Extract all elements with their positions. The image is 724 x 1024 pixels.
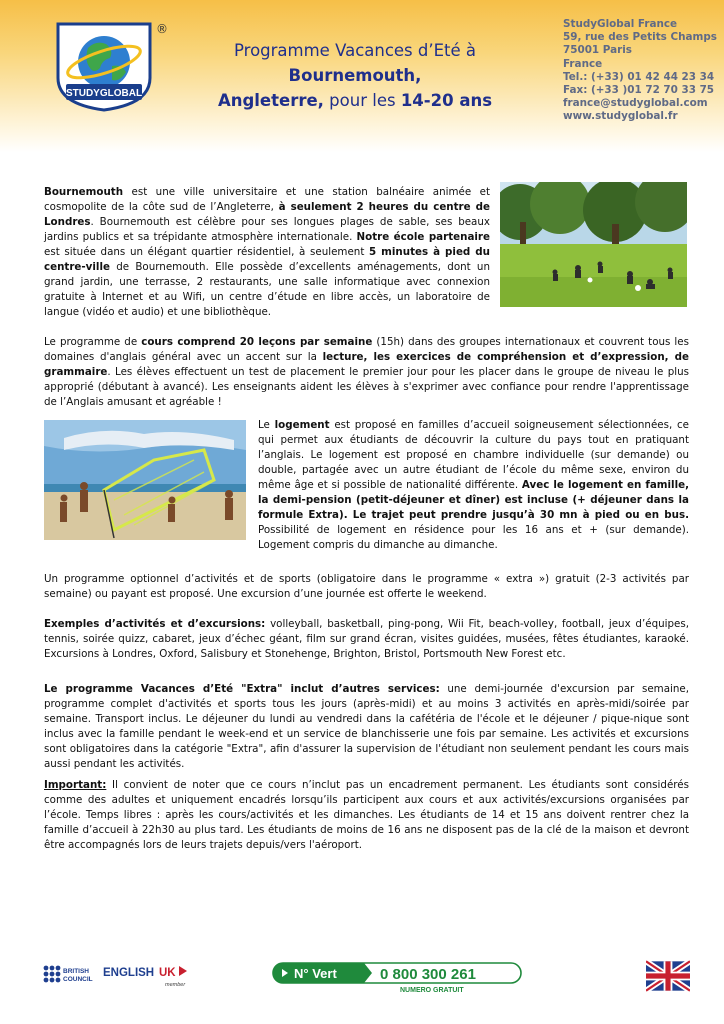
intro-text-1: est une ville universitaire et une station balnéaire animée et cosmopolite de la côte sud de l’Angleterre, [44,186,490,213]
contact-street: 59, rue des Petits Champs [563,31,717,44]
english-uk-suffix: UK [159,967,176,979]
intro-city: Bournemouth [44,186,124,198]
important-heading: Important: [44,779,107,791]
contact-web[interactable]: www.studyglobal.fr [563,110,678,123]
examples-text: volleyball, basketball, ping-pong, Wii Fit, beach-volley, football, jeux d’équipes, tennis, soirée quizz, cabaret, jeux d’échec géant, film sur grand écran, visites guidées, musées, fêtes étudiantes, karaoké. Excursions à Londres, Oxford, Salisbury et Stonehenge, Brighton, Bristol, Portsmouth New Forest etc. [44,618,689,660]
course-paragraph [44,335,689,410]
housing-text-2: est proposé en familles d’accueil soigneusement sélectionnées, ce qui permet aux étudiants de découvrir la culture du pays tout en pratiquant l’anglais. Le logement est proposé en chambre individuelle (sur demande) ou double, partagée avec un autre étudiant de l’école du même sexe, environ du même âge et si possible de nationalité différente. [258,419,689,491]
activities-examples-paragraph [44,617,689,662]
numero-vert-label: N° Vert [294,966,337,981]
course-bold-skills: lecture, les exercices de compréhension et d’expression, de grammaire [44,351,689,378]
page-title [165,38,545,113]
numero-vert-number: 0 800 300 261 [380,966,476,983]
intro-bold-london: à seulement 2 heures du centre de Londres [44,201,490,228]
title-city: Bournemouth, [288,66,422,85]
extra-text: une demi-journée d'excursion par semaine, programme complet d'activités et sports tous les jours (après-midi) et au moins 3 activités en après-midi/soirée par semaine. Transport inclus. Le déjeuner du lundi au vendredi dans la cafétéria de l'école et le déjeuner / pique-nique sont inclus avec la famille pendant le week-end et un service de blanchisserie une fois par semaine. Les activités et excursions sont obligatoires dans la catégorie "Extra", afin d'assurer la supervision de l'étudiant non seulement pendant les cours mais aussi pendant les activités. [44,683,689,770]
numero-vert-banner[interactable] [272,962,522,994]
housing-bold-logement: logement [274,419,330,431]
studyglobal-logo [44,20,164,112]
important-paragraph [44,778,689,853]
extra-services-paragraph [44,682,689,772]
examples-heading: Exemples d’activités et d’excursions: [44,618,266,630]
title-age: 14-20 ans [400,91,493,110]
intro-paragraph [44,185,490,320]
housing-text-1: Le [258,419,275,431]
housing-paragraph [258,418,689,553]
title-line2-normal: pour les [323,91,401,110]
contact-tel: Tel.: (+33) 01 42 44 23 34 [563,70,715,83]
contact-email[interactable]: france@studyglobal.com [563,97,708,110]
intro-text-2: . Bournemouth est célèbre pour ses longues plages de sable, ses beaux jardins publics et sa trépidante atmosphère internationale. [44,216,490,243]
important-text: Il convient de noter que ce cours n’inclut pas un encadrement permanent. Les étudiants sont considérés comme des adultes et uniquement encadrés lorsqu’ils participent aux cours et aux activités/excursions organisées par l’école. Temps libres : après les cours/activités et les dimanches. Les étudiants de 14 et 15 ans doivent rentrer chez la famille d’accueil à 22h30 au plus tard. Les étudiants de moins de 16 ans ne disposent pas de la clé de la maison et devront être accompagnés lors de leurs trajets depuis/vers l'aéroport. [44,779,689,851]
uk-flag-icon [646,960,690,992]
contact-name: StudyGlobal France [563,18,678,30]
english-uk-text: ENGLISH [103,967,155,979]
contact-block [563,18,717,124]
intro-text-4: de Bournemouth. Elle possède d’excellents aménagements, dont un grand jardin, une terrasse, 2 restaurants, une salle informatique avec connexion gratuite à Internet et au Wifi, un centre d’étude en libre accès, un laboratoire de langue (vidéo et audio) et une bibliothèque. [44,261,490,318]
course-bold-lessons: cours comprend 20 leçons par semaine [141,336,373,348]
title-line1-normal: Programme Vacances d’Eté à [233,41,477,60]
extra-heading: Le programme Vacances d’Eté "Extra" inclut d’autres services: [44,683,440,695]
course-text-3: . Les élèves effectuent un test de placement le premier jour pour les placer dans le groupe de niveau le plus approprié (débutant à avancé). Les enseignants aident les élèves à s'exprimer avec confiance pour rendre l'apprentissage de l’Anglais amusant et agréable ! [44,366,689,408]
english-uk-member: member [165,982,186,988]
british-council-line2: COUNCIL [63,976,93,983]
title-country: Angleterre, [217,91,324,110]
logo-text: STUDYGLOBAL [65,88,143,99]
numero-gratuit-text: NUMERO GRATUIT [400,987,464,994]
british-council-logo [42,963,98,989]
park-photo [500,182,687,307]
contact-city: 75001 Paris [563,44,632,57]
british-council-line1: BRITISH [63,968,89,975]
housing-text-3: Possibilité de logement en résidence pour les 16 ans et + (sur demande). Logement compris du dimanche au dimanche. [258,524,689,551]
beach-volley-photo [44,420,246,540]
intro-bold-walk: 5 minutes à pied du centre-ville [44,246,490,273]
intro-text-3: est située dans un élégant quartier résidentiel, à seulement [44,246,370,258]
intro-bold-school: Notre école partenaire [356,231,490,243]
english-uk-logo [103,962,193,990]
course-text-1: Le programme de [44,336,142,348]
registered-mark: ® [156,22,168,36]
housing-bold-family: Avec le logement en famille, la demi-pension (petit-déjeuner et dîner) est incluse (+ déjeuner dans la formule Extra). Le trajet peut prendre jusqu’à 30 mn à pied ou en bus. [258,479,689,521]
activities-intro-paragraph: Un programme optionnel d’activités et de sports (obligatoire dans le programme « extra ») gratuit (2-3 activités par semaine) ou payant est proposé. Une excursion d’une journée est offerte le weekend. [44,573,689,600]
contact-country: France [563,57,603,70]
contact-fax: Fax: (+33 )01 72 70 33 75 [563,84,715,97]
course-text-2: (15h) dans des groupes internationaux et couvrent tous les domaines d'anglais général avec un accent sur la [44,336,689,363]
